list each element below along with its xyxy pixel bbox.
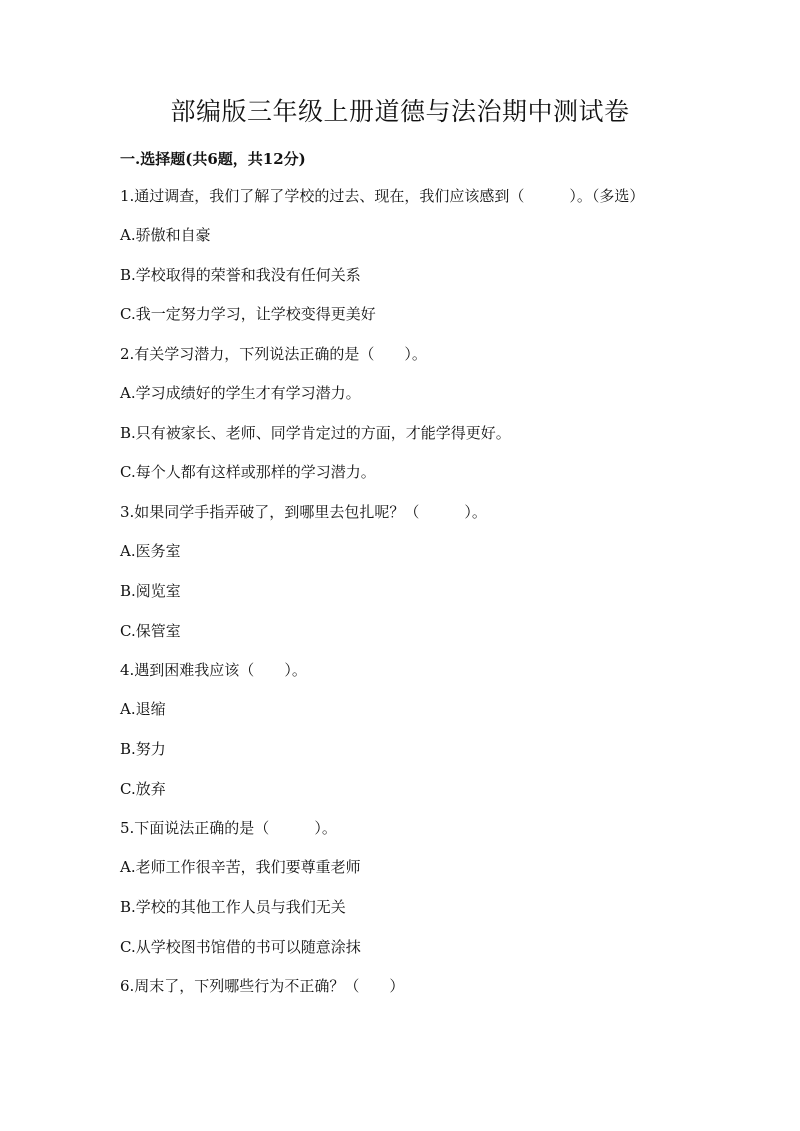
- question-3: [120, 502, 680, 640]
- option-c: C.放弃: [120, 779, 166, 798]
- question-text: 1.通过调查，我们了解了学校的过去、现在，我们应该感到（ ）。（多选）: [120, 187, 645, 205]
- question-text: 5.下面说法正确的是（ ）。: [120, 819, 337, 838]
- option-b: B.努力: [120, 739, 166, 758]
- question-6: [120, 976, 680, 996]
- option-c: C.从学校图书馆借的书可以随意涂抹: [120, 937, 361, 956]
- question-4: [120, 660, 680, 798]
- option-b: B.学校的其他工作人员与我们无关: [120, 897, 346, 916]
- option-b: B.学校取得的荣誉和我没有任何关系: [120, 265, 361, 284]
- option-c: C.我一定努力学习，让学校变得更美好: [120, 305, 376, 324]
- question-text: 6.周末了，下列哪些行为不正确？（ ）: [120, 977, 405, 996]
- option-b: B.只有被家长、老师、同学肯定过的方面，才能学得更好。: [120, 423, 511, 442]
- page-title: 部编版三年级上册道德与法治期中测试卷: [170, 97, 630, 126]
- question-text: 2.有关学习潜力，下列说法正确的是（ ）。: [120, 345, 427, 364]
- option-c: C.每个人都有这样或那样的学习潜力。: [120, 463, 376, 482]
- question-list: [120, 186, 680, 1015]
- question-1: [120, 186, 680, 324]
- question-2: [120, 344, 680, 482]
- option-a: A.退缩: [120, 700, 166, 719]
- question-text: 4.遇到困难我应该（ ）。: [120, 661, 307, 680]
- question-text: 3.如果同学手指弄破了，到哪里去包扎呢？（ ）。: [120, 503, 487, 522]
- section-heading: 一.选择题(共6题，共12分): [120, 150, 306, 168]
- option-a: A.医务室: [120, 542, 181, 561]
- option-a: A.老师工作很辛苦，我们要尊重老师: [120, 858, 361, 877]
- question-5: [120, 818, 680, 956]
- option-a: A.学习成绩好的学生才有学习潜力。: [120, 384, 361, 403]
- option-c: C.保管室: [120, 621, 181, 640]
- option-b: B.阅览室: [120, 581, 181, 600]
- option-a: A.骄傲和自豪: [120, 226, 211, 244]
